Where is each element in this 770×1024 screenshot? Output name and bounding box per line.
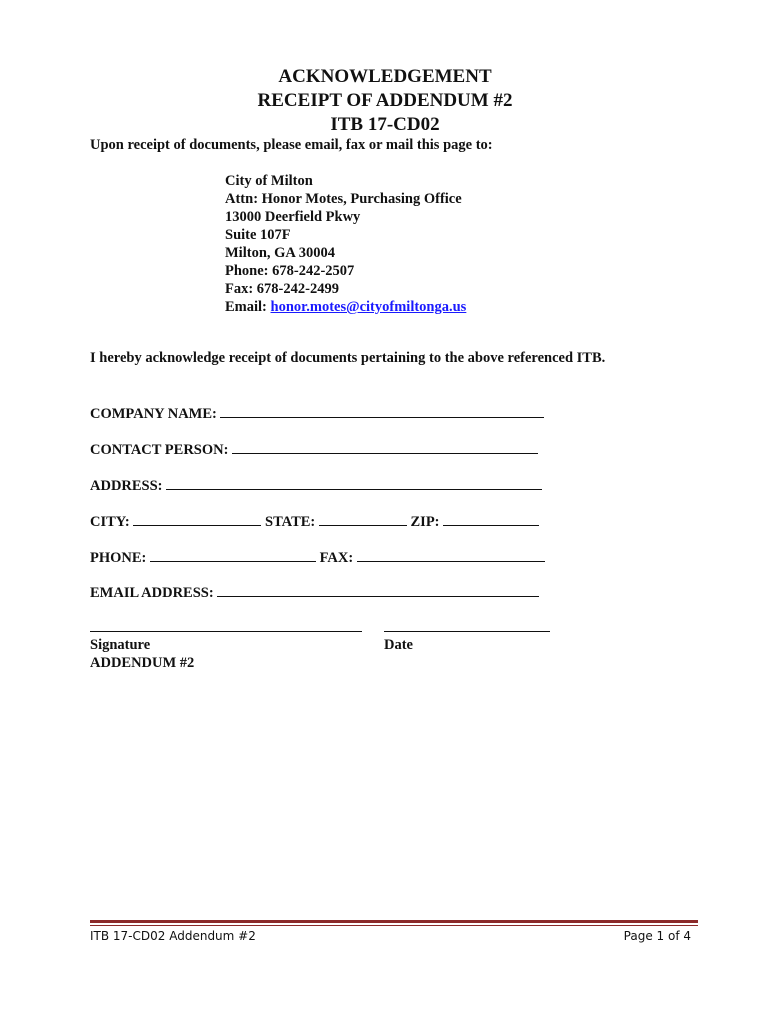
- company-name-row: [90, 403, 544, 423]
- heading-acknowledgement: ACKNOWLEDGEMENT: [278, 66, 492, 87]
- signature-line[interactable]: [90, 631, 362, 632]
- address-blank[interactable]: [166, 475, 542, 490]
- state-blank[interactable]: [319, 511, 407, 526]
- company-name-blank[interactable]: [220, 403, 544, 418]
- email-link[interactable]: honor.motes@cityofmiltonga.us: [270, 299, 467, 315]
- contact-person-label: CONTACT PERSON:: [90, 442, 229, 458]
- address-phone: Phone: 678-242-2507: [225, 263, 355, 279]
- footer-rule-thick: [90, 920, 698, 923]
- footer-page-number: Page 1 of 4: [623, 929, 691, 943]
- mailing-address: [225, 172, 466, 316]
- address-org: City of Milton: [225, 173, 313, 189]
- date-line[interactable]: [384, 631, 550, 632]
- address-suite: Suite 107F: [225, 227, 291, 243]
- city-state-zip-row: [90, 511, 539, 531]
- contact-person-row: [90, 439, 538, 459]
- heading-receipt: RECEIPT OF ADDENDUM #2: [257, 90, 513, 111]
- phone-blank[interactable]: [150, 547, 316, 562]
- address-label: ADDRESS:: [90, 478, 163, 494]
- address-fax: Fax: 678-242-2499: [225, 281, 339, 297]
- fax-label: FAX:: [319, 550, 354, 566]
- state-label: STATE:: [265, 514, 316, 530]
- contact-person-blank[interactable]: [232, 439, 538, 454]
- address-row: [90, 475, 542, 495]
- city-label: CITY:: [90, 514, 130, 530]
- company-name-label: COMPANY NAME:: [90, 406, 217, 422]
- heading-itb: ITB 17-CD02: [330, 114, 440, 135]
- address-email-row: [225, 298, 466, 316]
- phone-label: PHONE:: [90, 550, 147, 566]
- email-address-row: [90, 582, 539, 602]
- intro-text: Upon receipt of documents, please email, fax or mail this page to:: [90, 137, 493, 153]
- address-street: 13000 Deerfield Pkwy: [225, 209, 361, 225]
- zip-blank[interactable]: [443, 511, 539, 526]
- date-label: Date: [384, 637, 413, 653]
- footer-document-id: ITB 17-CD02 Addendum #2: [90, 929, 256, 943]
- signature-label: Signature: [90, 637, 151, 653]
- acknowledgement-statement: I hereby acknowledge receipt of documents pertaining to the above referenced ITB.: [90, 350, 606, 366]
- email-address-label: EMAIL ADDRESS:: [90, 585, 214, 601]
- city-blank[interactable]: [133, 511, 261, 526]
- address-city-state-zip: Milton, GA 30004: [225, 245, 335, 261]
- footer-rule-thin: [90, 925, 698, 926]
- zip-label: ZIP:: [410, 514, 440, 530]
- phone-fax-row: [90, 547, 545, 567]
- address-attn: Attn: Honor Motes, Purchasing Office: [225, 191, 462, 207]
- email-address-blank[interactable]: [217, 582, 539, 597]
- address-email-label: Email:: [225, 299, 271, 315]
- addendum-label: ADDENDUM #2: [90, 655, 195, 671]
- fax-blank[interactable]: [357, 547, 545, 562]
